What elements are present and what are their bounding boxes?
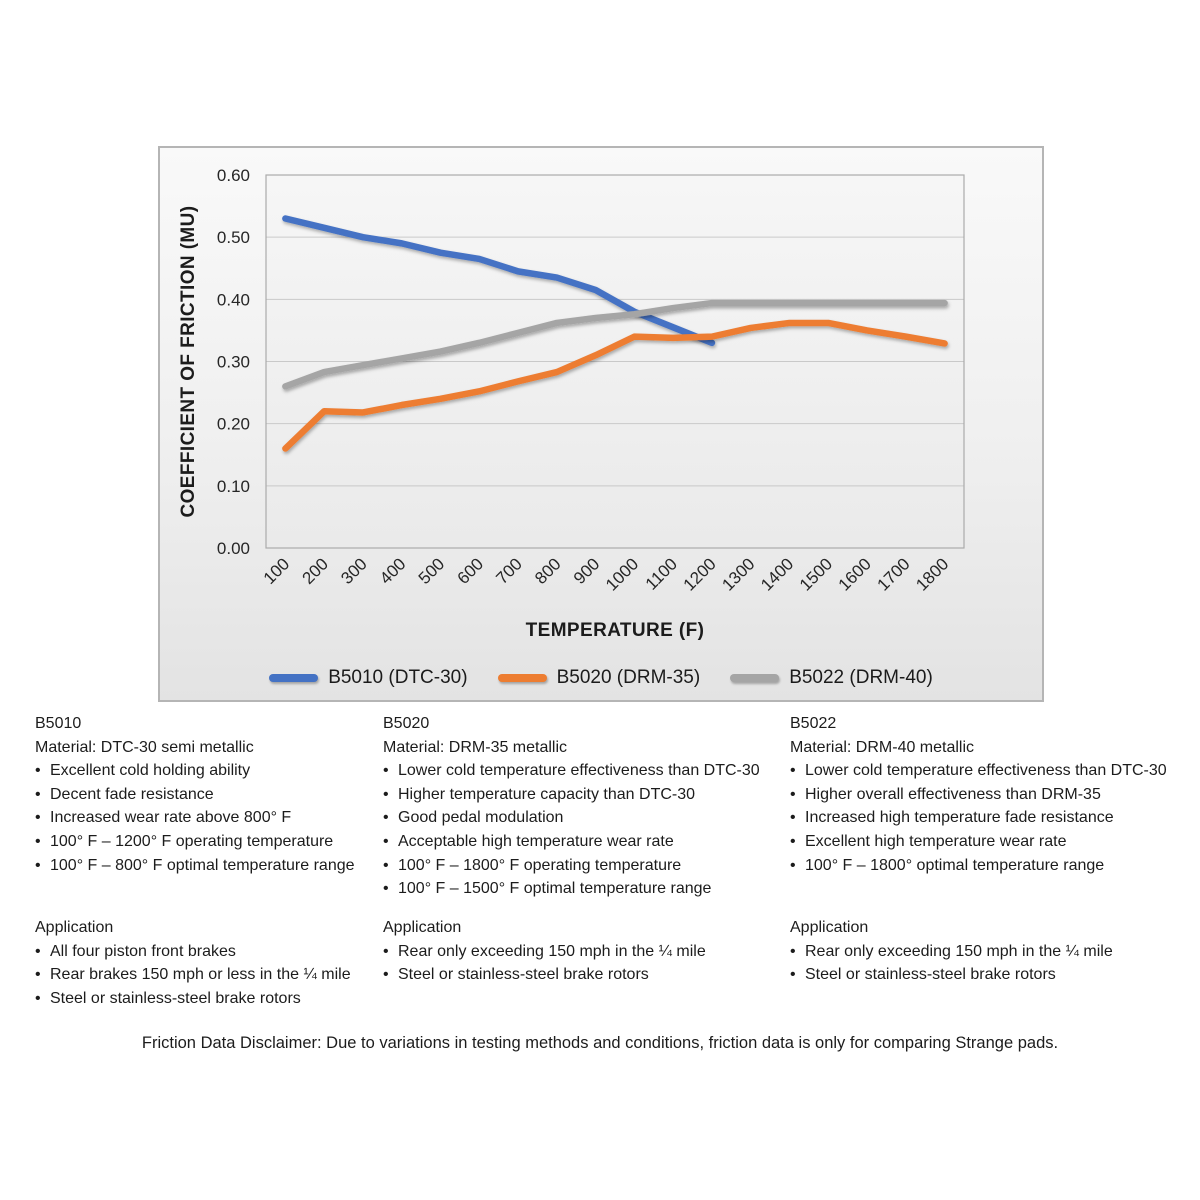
bullet-item — [35, 963, 380, 987]
x-tick-label: 1600 — [834, 554, 875, 595]
legend-label-b5022: B5022 (DRM-40) — [789, 667, 933, 688]
bullet-text: Higher overall effectiveness than DRM-35 — [805, 785, 1101, 803]
legend-label-b5020: B5020 (DRM-35) — [556, 667, 701, 688]
bullet-text: Excellent high temperature wear rate — [805, 832, 1067, 850]
x-tick — [492, 554, 525, 587]
bullet-glyph: • — [790, 785, 796, 803]
bullet-item — [383, 759, 788, 783]
x-tick-label: 1100 — [641, 554, 681, 594]
y-tick-label: 0.20 — [216, 414, 250, 434]
bullet-glyph: • — [35, 785, 41, 803]
x-axis-title: TEMPERATURE (F) — [525, 620, 705, 641]
bullet-text: Lower cold temperature effectiveness than DTC-30 — [398, 762, 760, 780]
application-list — [35, 940, 380, 1011]
bullet-item — [383, 783, 788, 807]
application-title: Application — [35, 919, 114, 936]
bullet-text: Rear only exceeding 150 mph in the ¼ mile — [805, 942, 1113, 960]
bullet-text: 100° F – 1500° F optimal temperature range — [398, 880, 712, 898]
x-tick-label: 100 — [259, 554, 294, 588]
bullet-text: Steel or stainless-steel brake rotors — [805, 966, 1056, 984]
bullet-item — [790, 806, 1196, 830]
y-tick-label: 0.00 — [216, 539, 250, 558]
x-tick-label: 1000 — [602, 554, 643, 595]
bullet-text: All four piston front brakes — [50, 942, 236, 960]
x-tick — [912, 554, 952, 594]
x-tick — [415, 554, 448, 587]
bullet-glyph: • — [35, 762, 41, 780]
application-block — [790, 916, 1196, 987]
product-code: B5020 — [383, 715, 430, 732]
x-tick-label: 1400 — [757, 554, 798, 595]
bullet-item — [35, 987, 380, 1011]
bullet-glyph: • — [383, 966, 389, 984]
product-code: B5010 — [35, 715, 82, 732]
product-material: Material: DRM-35 metallic — [383, 738, 568, 756]
bullet-text: 100° F – 1200° F operating temperature — [50, 832, 334, 850]
product-material: Material: DTC-30 semi metallic — [35, 738, 254, 756]
y-axis-title: COEFFICIENT OF FRICTION (MU) — [178, 205, 199, 518]
x-tick — [835, 554, 875, 594]
bullet-glyph: • — [790, 856, 796, 874]
bullet-item — [383, 806, 788, 830]
legend-item-b5020 — [498, 667, 701, 689]
x-tick — [531, 554, 564, 587]
bullet-text: 100° F – 1800° F operating temperature — [398, 856, 682, 874]
bullet-text: 100° F – 1800° optimal temperature range — [805, 856, 1105, 874]
bullet-glyph: • — [790, 832, 796, 850]
legend-label-b5010: B5010 (DTC-30) — [328, 667, 468, 688]
bullet-glyph: • — [383, 809, 389, 827]
bullet-glyph: • — [35, 966, 41, 984]
x-tick — [680, 554, 720, 594]
x-tick-label: 800 — [531, 554, 565, 588]
chart-legend — [160, 660, 1042, 696]
bullet-item — [35, 940, 380, 964]
x-tick-label: 300 — [337, 554, 371, 588]
bullet-glyph: • — [790, 762, 796, 780]
y-tick-label: 0.50 — [216, 228, 250, 248]
bullet-text: Decent fade resistance — [50, 785, 214, 803]
bullet-item — [383, 963, 788, 987]
application-block — [35, 916, 380, 1010]
bullet-item — [35, 759, 380, 783]
legend-item-b5010 — [269, 667, 467, 689]
product-features-list — [35, 759, 380, 877]
bullet-glyph: • — [383, 942, 389, 960]
bullet-text: Rear only exceeding 150 mph in the ¼ mile — [398, 942, 706, 960]
y-tick-label: 0.30 — [216, 352, 250, 372]
bullet-item — [383, 830, 788, 854]
x-tick-label: 400 — [376, 554, 410, 588]
bullet-glyph: • — [35, 809, 41, 827]
bullet-text: 100° F – 800° F optimal temperature range — [50, 856, 355, 874]
x-tick-label: 1800 — [912, 554, 953, 595]
x-tick — [298, 554, 331, 587]
x-tick-label: 1200 — [679, 554, 720, 595]
bullet-item — [383, 854, 788, 878]
x-tick-label: 600 — [453, 554, 488, 588]
bullet-text: Higher temperature capacity than DTC-30 — [398, 785, 696, 803]
x-tick — [260, 554, 293, 587]
bullet-text: Increased wear rate above 800° F — [50, 809, 292, 827]
x-tick — [642, 554, 681, 593]
x-tick — [337, 554, 370, 587]
bullet-item — [383, 877, 788, 901]
bullet-glyph: • — [383, 785, 389, 803]
chart-panel — [158, 146, 1044, 702]
x-tick — [376, 554, 409, 587]
y-tick-label: 0.10 — [216, 476, 250, 496]
y-tick-label: 0.60 — [216, 166, 250, 185]
bullet-text: Excellent cold holding ability — [50, 762, 251, 780]
bullet-item — [790, 940, 1196, 964]
product-features-list — [790, 759, 1196, 877]
bullet-item — [790, 783, 1196, 807]
bullet-glyph: • — [383, 880, 389, 898]
bullet-item — [35, 783, 380, 807]
application-list — [790, 940, 1196, 987]
x-tick-label: 1300 — [718, 554, 759, 595]
bullet-glyph: • — [35, 989, 41, 1007]
y-axis-title-group — [178, 206, 199, 518]
x-tick — [718, 554, 758, 594]
bullet-text: Increased high temperature fade resistance — [805, 809, 1114, 827]
x-tick — [796, 554, 836, 594]
application-title: Application — [790, 919, 869, 936]
bullet-text: Lower cold temperature effectiveness than DTC-30 — [805, 762, 1167, 780]
bullet-glyph: • — [790, 942, 796, 960]
x-tick — [757, 554, 797, 594]
bullet-glyph: • — [383, 832, 389, 850]
bullet-item — [35, 854, 380, 878]
legend-swatch-b5020 — [498, 674, 547, 682]
legend-item-b5022 — [730, 667, 933, 689]
bullet-item — [790, 759, 1196, 783]
bullet-text: Steel or stainless-steel brake rotors — [50, 989, 301, 1007]
product-column-b5022 — [790, 712, 1196, 1042]
bullet-glyph: • — [790, 809, 796, 827]
bullet-glyph: • — [790, 966, 796, 984]
product-features-list — [383, 759, 788, 901]
x-tick-label: 1700 — [873, 554, 914, 595]
bullet-text: Steel or stainless-steel brake rotors — [398, 966, 649, 984]
x-tick-label: 1500 — [795, 554, 837, 595]
bullet-item — [35, 830, 380, 854]
x-tick-label: 900 — [569, 554, 604, 588]
product-column-b5010 — [35, 712, 380, 1042]
product-column-b5020 — [383, 712, 788, 1042]
bullet-glyph: • — [35, 856, 41, 874]
x-tick — [602, 554, 642, 594]
bullet-item — [383, 940, 788, 964]
application-title: Application — [383, 919, 462, 936]
x-tick — [454, 554, 487, 587]
bullet-item — [790, 854, 1196, 878]
friction-line-chart — [160, 148, 1042, 658]
x-tick-label: 500 — [414, 554, 449, 588]
bullet-text: Rear brakes 150 mph or less in the ¼ mile — [50, 966, 351, 984]
application-block — [383, 916, 788, 987]
x-tick-label: 700 — [492, 554, 526, 588]
bullet-glyph: • — [35, 832, 41, 850]
product-material: Material: DRM-40 metallic — [790, 738, 975, 756]
product-code: B5022 — [790, 715, 837, 732]
bullet-glyph: • — [35, 942, 41, 960]
y-tick-label: 0.40 — [216, 290, 250, 310]
x-tick — [873, 554, 913, 594]
bullet-item — [790, 830, 1196, 854]
bullet-item — [35, 806, 380, 830]
friction-data-disclaimer: Friction Data Disclaimer: Due to variations in testing methods and conditions, friction data is only for comparing Strange pads. — [141, 1034, 1059, 1052]
application-list — [383, 940, 788, 987]
bullet-glyph: • — [383, 856, 389, 874]
bullet-text: Acceptable high temperature wear rate — [398, 832, 674, 850]
legend-swatch-b5022 — [730, 674, 779, 682]
bullet-text: Good pedal modulation — [398, 809, 564, 827]
bullet-glyph: • — [383, 762, 389, 780]
x-tick — [570, 554, 603, 587]
bullet-item — [790, 963, 1196, 987]
legend-swatch-b5010 — [269, 674, 318, 682]
x-tick-label: 200 — [298, 554, 332, 588]
